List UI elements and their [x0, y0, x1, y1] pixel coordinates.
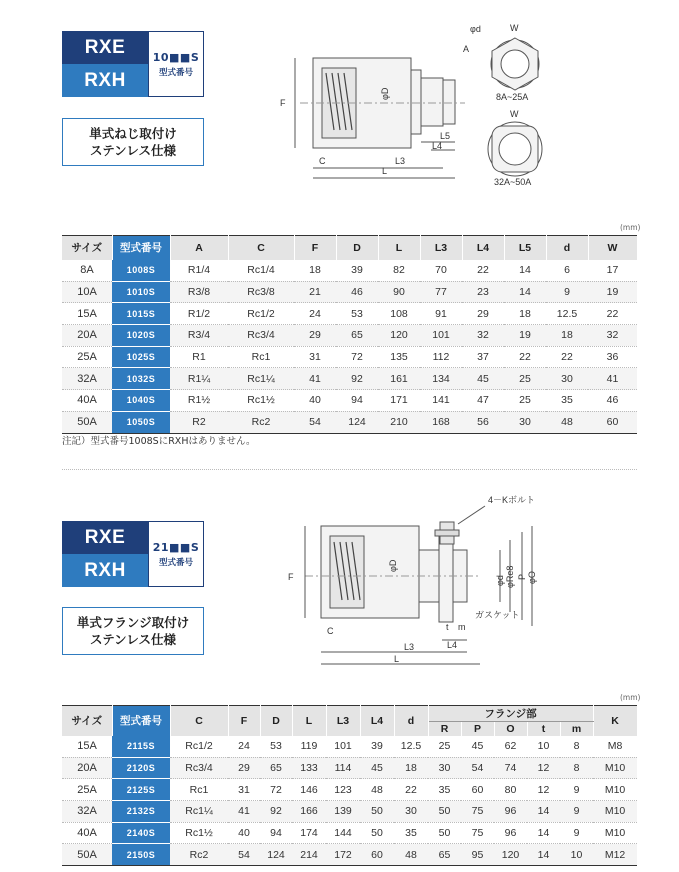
- dim-f-label: F: [288, 572, 294, 582]
- model-number-cell: 1040S: [112, 390, 170, 412]
- dim-phi-D-label: φD: [380, 87, 390, 100]
- model-number-cell: 2150S: [112, 844, 170, 866]
- bolt-label: 4－Kボルト: [488, 495, 536, 505]
- table-cell: 135: [378, 346, 420, 368]
- table-cell: 25: [504, 368, 546, 390]
- table-cell: 72: [336, 346, 378, 368]
- table-row: [62, 736, 637, 758]
- table-cell: 133: [292, 757, 326, 779]
- table-cell: 22: [504, 346, 546, 368]
- table-cell: 54: [294, 411, 336, 433]
- dim-c-label: C: [319, 156, 326, 166]
- table-cell: 32A: [62, 801, 112, 823]
- rxh-label: RXH: [62, 64, 148, 97]
- table-cell: R2: [170, 411, 228, 433]
- column-header: t: [527, 722, 560, 736]
- table-row: [62, 325, 637, 347]
- table-cell: 29: [228, 757, 260, 779]
- table-cell: 21: [294, 281, 336, 303]
- table-cell: 108: [378, 303, 420, 325]
- column-header: K: [593, 706, 637, 736]
- table-cell: 32: [588, 325, 637, 347]
- column-header: L: [378, 236, 420, 260]
- table-cell: 101: [420, 325, 462, 347]
- table-row: [62, 779, 637, 801]
- table-cell: Rc3/4: [228, 325, 294, 347]
- table-cell: 40: [294, 390, 336, 412]
- table-cell: 90: [378, 281, 420, 303]
- table-cell: 31: [228, 779, 260, 801]
- section-divider: [62, 469, 637, 470]
- table-row: [62, 411, 637, 433]
- range-8a-25a: 8A~25A: [496, 92, 529, 102]
- table-cell: 35: [394, 822, 428, 844]
- dim-p-label: P: [517, 573, 527, 580]
- table-cell: 53: [260, 736, 292, 758]
- table-cell: 32A: [62, 368, 112, 390]
- model-number-cell: 1020S: [112, 325, 170, 347]
- table-cell: 24: [294, 303, 336, 325]
- dim-l4-label: L4: [432, 141, 443, 151]
- table-cell: 54: [461, 757, 494, 779]
- table-row: [62, 368, 637, 390]
- column-header: F: [228, 706, 260, 736]
- dim-l3-label: L3: [404, 642, 415, 652]
- table-cell: 30: [546, 368, 588, 390]
- description-line-2: ステンレス仕様: [90, 632, 176, 647]
- table-cell: 10: [560, 844, 593, 866]
- table-cell: Rc2: [170, 844, 228, 866]
- table-cell: 17: [588, 260, 637, 282]
- table-cell: 6: [546, 260, 588, 282]
- model-code: 21■■S: [152, 540, 200, 554]
- model-number-cell: 1010S: [112, 281, 170, 303]
- flange-group-header: フランジ部: [428, 706, 593, 722]
- column-header: L3: [420, 236, 462, 260]
- table-cell: 74: [494, 757, 527, 779]
- range-32a-50a: 32A~50A: [494, 177, 532, 187]
- column-header: サイズ: [62, 706, 112, 736]
- table-cell: 35: [428, 779, 461, 801]
- flange-mount-diagram: [270, 492, 570, 672]
- table-cell: 14: [504, 281, 546, 303]
- table-cell: 65: [260, 757, 292, 779]
- table-cell: 39: [360, 736, 394, 758]
- table-cell: 95: [461, 844, 494, 866]
- table-cell: M10: [593, 757, 637, 779]
- series-badge: [62, 521, 204, 587]
- table-cell: 101: [326, 736, 360, 758]
- model-label: 型式番号: [158, 557, 193, 568]
- gasket-label: ガスケット: [475, 610, 520, 620]
- table-cell: 41: [294, 368, 336, 390]
- table-cell: 114: [326, 757, 360, 779]
- table-cell: 92: [336, 368, 378, 390]
- description-box: [62, 118, 204, 166]
- column-header: 型式番号: [112, 236, 170, 260]
- dim-w2-label: W: [510, 109, 519, 119]
- table-cell: 30: [504, 411, 546, 433]
- table-row: [62, 260, 637, 282]
- table-cell: 18: [546, 325, 588, 347]
- table-cell: 146: [292, 779, 326, 801]
- table-cell: 9: [560, 779, 593, 801]
- table-cell: 12.5: [546, 303, 588, 325]
- table-cell: 25A: [62, 779, 112, 801]
- table-cell: Rc1½: [170, 822, 228, 844]
- table-cell: 46: [588, 390, 637, 412]
- table-cell: 8: [560, 736, 593, 758]
- table-cell: 15A: [62, 303, 112, 325]
- column-header: d: [394, 706, 428, 736]
- table-cell: 172: [326, 844, 360, 866]
- model-number-cell: 2115S: [112, 736, 170, 758]
- table-cell: 14: [527, 801, 560, 823]
- table-cell: Rc2: [228, 411, 294, 433]
- table-cell: 19: [504, 325, 546, 347]
- table-cell: 50: [428, 801, 461, 823]
- table-cell: 45: [461, 736, 494, 758]
- column-header: m: [560, 722, 593, 736]
- table-cell: 18: [394, 757, 428, 779]
- table-cell: 30: [428, 757, 461, 779]
- dim-phi-O-label: φO: [527, 571, 537, 584]
- table-cell: R1: [170, 346, 228, 368]
- table-cell: R1/4: [170, 260, 228, 282]
- model-number-cell: 1025S: [112, 346, 170, 368]
- rxe-label: RXE: [62, 31, 148, 64]
- column-header: W: [588, 236, 637, 260]
- table-cell: 25: [504, 390, 546, 412]
- table-cell: 9: [560, 822, 593, 844]
- column-header: F: [294, 236, 336, 260]
- column-header: L5: [504, 236, 546, 260]
- table-cell: 41: [228, 801, 260, 823]
- model-number-cell: 2125S: [112, 779, 170, 801]
- table-cell: 141: [420, 390, 462, 412]
- model-number-cell: 2140S: [112, 822, 170, 844]
- table-cell: Rc1/4: [228, 260, 294, 282]
- dim-w-label: W: [510, 23, 519, 33]
- table-cell: 10: [527, 736, 560, 758]
- table-cell: 29: [462, 303, 504, 325]
- table-cell: 123: [326, 779, 360, 801]
- table-cell: 40A: [62, 822, 112, 844]
- table-cell: 120: [378, 325, 420, 347]
- table-cell: 119: [292, 736, 326, 758]
- model-code: 10■■S: [152, 50, 200, 64]
- table-cell: 161: [378, 368, 420, 390]
- table-cell: 9: [546, 281, 588, 303]
- rxe-label: RXE: [62, 521, 148, 554]
- table-cell: 18: [504, 303, 546, 325]
- dim-phi-d-label: φd: [470, 24, 481, 34]
- table-cell: 24: [228, 736, 260, 758]
- table-cell: 56: [462, 411, 504, 433]
- table-cell: 45: [360, 757, 394, 779]
- table-cell: 22: [462, 260, 504, 282]
- table-cell: M8: [593, 736, 637, 758]
- dim-f-label: F: [280, 98, 286, 108]
- table-cell: 124: [260, 844, 292, 866]
- table-cell: 20A: [62, 757, 112, 779]
- table-cell: Rc1: [228, 346, 294, 368]
- column-header: D: [336, 236, 378, 260]
- table-cell: 62: [494, 736, 527, 758]
- dim-a-label: A: [463, 44, 470, 54]
- table-cell: 18: [294, 260, 336, 282]
- table-cell: 75: [461, 822, 494, 844]
- model-box: [148, 31, 204, 97]
- table-cell: 53: [336, 303, 378, 325]
- table-cell: 124: [336, 411, 378, 433]
- table-cell: R1½: [170, 390, 228, 412]
- table-cell: 174: [292, 822, 326, 844]
- table-cell: 50: [360, 801, 394, 823]
- model-number-cell: 1050S: [112, 411, 170, 433]
- table-cell: 31: [294, 346, 336, 368]
- table-cell: 50A: [62, 844, 112, 866]
- model-number-cell: 2120S: [112, 757, 170, 779]
- column-header: D: [260, 706, 292, 736]
- table-cell: 72: [260, 779, 292, 801]
- table-cell: 46: [336, 281, 378, 303]
- table-cell: 75: [461, 801, 494, 823]
- table-cell: 8: [560, 757, 593, 779]
- table-cell: 60: [461, 779, 494, 801]
- table-cell: 12: [527, 757, 560, 779]
- column-header: L4: [462, 236, 504, 260]
- table-cell: 14: [527, 822, 560, 844]
- table-cell: 166: [292, 801, 326, 823]
- table-cell: 29: [294, 325, 336, 347]
- table-cell: 12: [527, 779, 560, 801]
- model-label: 型式番号: [158, 67, 193, 78]
- thread-mount-diagram: [270, 18, 570, 190]
- table-cell: 45: [462, 368, 504, 390]
- table-cell: 22: [588, 303, 637, 325]
- dim-l5-label: L5: [440, 131, 451, 141]
- table-cell: 112: [420, 346, 462, 368]
- table-cell: 25: [428, 736, 461, 758]
- table-cell: 77: [420, 281, 462, 303]
- column-header: 型式番号: [112, 706, 170, 736]
- column-header: L4: [360, 706, 394, 736]
- table-cell: 144: [326, 822, 360, 844]
- table-row: [62, 801, 637, 823]
- dim-t-label: t: [446, 622, 449, 632]
- column-header: サイズ: [62, 236, 112, 260]
- table-cell: 48: [360, 779, 394, 801]
- table-cell: 50: [428, 822, 461, 844]
- table-cell: 37: [462, 346, 504, 368]
- table-cell: Rc3/8: [228, 281, 294, 303]
- table-cell: 15A: [62, 736, 112, 758]
- table-row: [62, 390, 637, 412]
- flange-spec-table: [62, 705, 638, 866]
- table-cell: Rc1¼: [228, 368, 294, 390]
- column-header: O: [494, 722, 527, 736]
- table-cell: 60: [588, 411, 637, 433]
- dim-m-label: m: [458, 622, 466, 632]
- model-box: [148, 521, 204, 587]
- table-cell: 22: [394, 779, 428, 801]
- table-cell: 25A: [62, 346, 112, 368]
- table-cell: M10: [593, 801, 637, 823]
- table-cell: 139: [326, 801, 360, 823]
- thread-spec-table: [62, 235, 638, 434]
- table-cell: 54: [228, 844, 260, 866]
- table-cell: 32: [462, 325, 504, 347]
- table-cell: 41: [588, 368, 637, 390]
- table-cell: 36: [588, 346, 637, 368]
- table-cell: R1/2: [170, 303, 228, 325]
- table-row: [62, 303, 637, 325]
- dim-phi-Re8-label: φRe8: [505, 565, 515, 588]
- table-cell: 50: [360, 822, 394, 844]
- table-cell: R3/8: [170, 281, 228, 303]
- table-cell: 14: [527, 844, 560, 866]
- table-cell: Rc1/2: [228, 303, 294, 325]
- table-cell: 120: [494, 844, 527, 866]
- table-cell: 214: [292, 844, 326, 866]
- table-cell: 30: [394, 801, 428, 823]
- dim-phi-D-label: φD: [388, 559, 398, 572]
- table-cell: 47: [462, 390, 504, 412]
- table-cell: 23: [462, 281, 504, 303]
- table-cell: 171: [378, 390, 420, 412]
- table-cell: 40: [228, 822, 260, 844]
- table-cell: 40A: [62, 390, 112, 412]
- table-cell: 19: [588, 281, 637, 303]
- column-header: A: [170, 236, 228, 260]
- column-header: C: [170, 706, 228, 736]
- model-number-cell: 1008S: [112, 260, 170, 282]
- column-header: R: [428, 722, 461, 736]
- model-number-cell: 1032S: [112, 368, 170, 390]
- description-box: [62, 607, 204, 655]
- table-cell: R3/4: [170, 325, 228, 347]
- dim-l-label: L: [394, 654, 400, 664]
- table-row: [62, 346, 637, 368]
- table-cell: Rc1¼: [170, 801, 228, 823]
- table-cell: 80: [494, 779, 527, 801]
- dim-phi-d-label: φd: [495, 575, 505, 586]
- table-cell: M10: [593, 822, 637, 844]
- column-header: d: [546, 236, 588, 260]
- table-cell: 8A: [62, 260, 112, 282]
- table-cell: 35: [546, 390, 588, 412]
- table-cell: 22: [546, 346, 588, 368]
- table-cell: 65: [428, 844, 461, 866]
- dim-l3-label: L3: [395, 156, 406, 166]
- column-header: P: [461, 722, 494, 736]
- table-cell: 48: [394, 844, 428, 866]
- table-cell: 65: [336, 325, 378, 347]
- column-header: L: [292, 706, 326, 736]
- table-cell: 134: [420, 368, 462, 390]
- table-cell: Rc1/2: [170, 736, 228, 758]
- table-cell: 20A: [62, 325, 112, 347]
- dim-c-label: C: [327, 626, 334, 636]
- table-cell: Rc1: [170, 779, 228, 801]
- table-cell: 14: [504, 260, 546, 282]
- table-cell: 60: [360, 844, 394, 866]
- table-cell: 82: [378, 260, 420, 282]
- table-cell: 9: [560, 801, 593, 823]
- series-badge: [62, 31, 204, 97]
- table-cell: R1¼: [170, 368, 228, 390]
- rxh-label: RXH: [62, 554, 148, 587]
- column-header: L3: [326, 706, 360, 736]
- table-cell: 94: [336, 390, 378, 412]
- table-cell: 91: [420, 303, 462, 325]
- table-cell: 96: [494, 801, 527, 823]
- table-cell: 94: [260, 822, 292, 844]
- table-cell: 96: [494, 822, 527, 844]
- description-line-2: ステンレス仕様: [90, 143, 176, 158]
- table-cell: Rc1½: [228, 390, 294, 412]
- model-number-cell: 2132S: [112, 801, 170, 823]
- table-cell: 50A: [62, 411, 112, 433]
- dim-l4-label: L4: [447, 640, 458, 650]
- model-number-cell: 1015S: [112, 303, 170, 325]
- table-row: [62, 757, 637, 779]
- table-cell: M12: [593, 844, 637, 866]
- column-header: C: [228, 236, 294, 260]
- description-line-1: 単式ねじ取付け: [89, 126, 177, 141]
- dim-l-label: L: [382, 166, 388, 176]
- table-cell: M10: [593, 779, 637, 801]
- table-cell: 92: [260, 801, 292, 823]
- table-cell: 48: [546, 411, 588, 433]
- unit-label: (mm): [620, 223, 641, 232]
- table-cell: 70: [420, 260, 462, 282]
- table-cell: 10A: [62, 281, 112, 303]
- table-cell: 39: [336, 260, 378, 282]
- table-cell: 168: [420, 411, 462, 433]
- description-line-1: 単式フランジ取付け: [76, 615, 190, 630]
- table-row: [62, 281, 637, 303]
- table-cell: 210: [378, 411, 420, 433]
- unit-label: (mm): [620, 693, 641, 702]
- table-note: 注記）型式番号1008SにRXHはありません。: [62, 436, 256, 447]
- table-cell: Rc3/4: [170, 757, 228, 779]
- table-row: [62, 822, 637, 844]
- table-cell: 12.5: [394, 736, 428, 758]
- table-row: [62, 844, 637, 866]
